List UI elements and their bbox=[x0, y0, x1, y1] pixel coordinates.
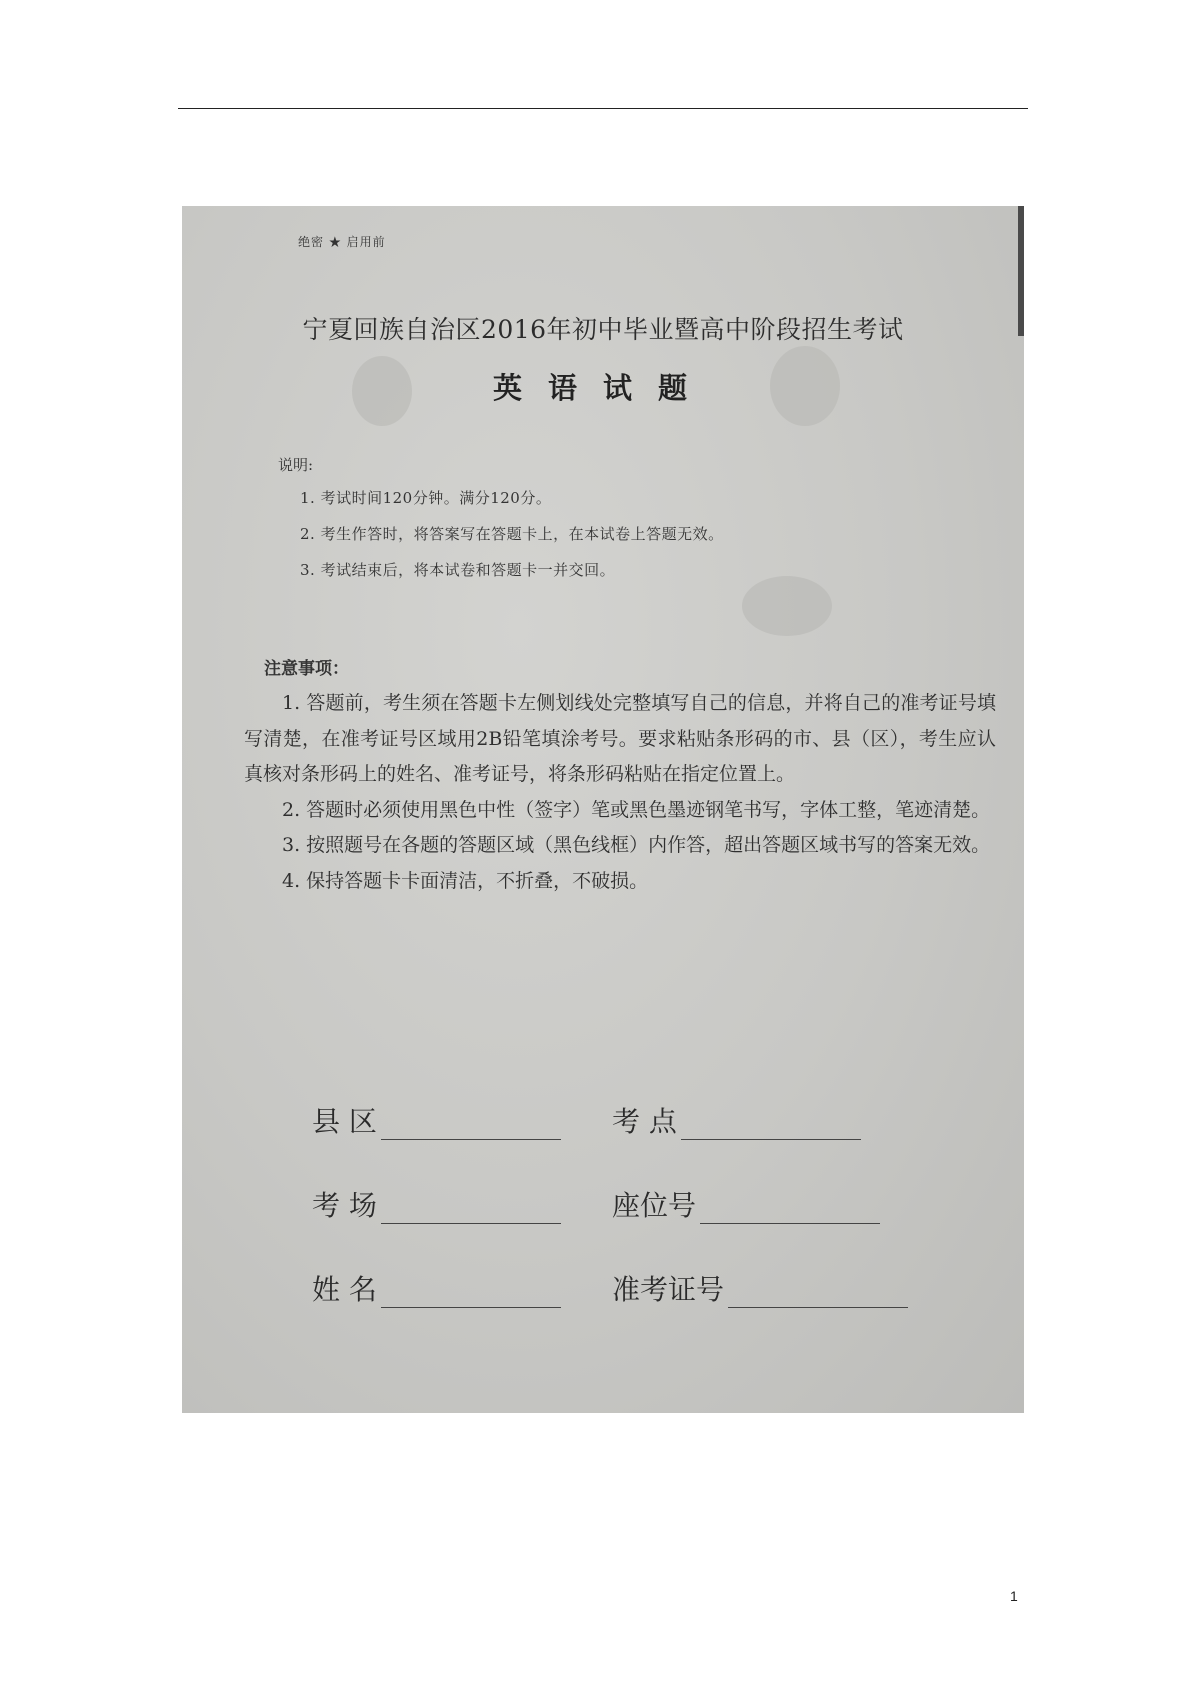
field-row bbox=[312, 1268, 952, 1352]
note-item: 3. 按照题号在各题的答题区域（黑色线框）内作答，超出答题区域书写的答案无效。 bbox=[282, 834, 991, 856]
exam-title: 宁夏回族自治区2016年初中毕业暨高中阶段招生考试 bbox=[302, 315, 904, 344]
notes-list bbox=[244, 686, 996, 899]
instruction-item: 1. 考试时间120分钟。满分120分。 bbox=[300, 489, 552, 507]
admission-number-field[interactable] bbox=[612, 1268, 908, 1308]
exam-cover-photo bbox=[182, 206, 1024, 1413]
exam-room-blank[interactable] bbox=[381, 1193, 561, 1224]
field-row bbox=[312, 1100, 952, 1184]
name-blank[interactable] bbox=[381, 1277, 561, 1308]
note-item: 1. 答题前，考生须在答题卡左侧划线处完整填写自己的信息，并将自己的准考证号填写清楚，在准考证号区域用2B铅笔填涂考号。要求粘贴条形码的市、县（区），考生应认真核对条形码上的姓名、准考证号，将条形码粘贴在指定位置上。 bbox=[244, 692, 996, 785]
exam-room-field[interactable] bbox=[312, 1184, 561, 1224]
county-blank[interactable] bbox=[381, 1109, 561, 1140]
name-field[interactable] bbox=[312, 1268, 561, 1308]
page-number: 1 bbox=[1010, 1588, 1018, 1604]
exam-site-blank[interactable] bbox=[681, 1109, 861, 1140]
seat-number-blank[interactable] bbox=[700, 1193, 880, 1224]
county-label: 县 区 bbox=[312, 1105, 377, 1138]
exam-site-field[interactable] bbox=[612, 1100, 861, 1140]
classification-label: 绝密 ★ 启用前 bbox=[298, 235, 386, 249]
seat-number-label: 座位号 bbox=[612, 1189, 697, 1222]
instruction-item: 3. 考试结束后，将本试卷和答题卡一并交回。 bbox=[300, 561, 616, 579]
note-item: 2. 答题时必须使用黑色中性（签字）笔或黑色墨迹钢笔书写，字体工整，笔迹清楚。 bbox=[282, 798, 991, 821]
instruction-item: 2. 考生作答时，将答案写在答题卡上，在本试卷上答题无效。 bbox=[300, 525, 724, 543]
instructions-heading: 说明: bbox=[278, 456, 314, 474]
name-label: 姓 名 bbox=[312, 1273, 377, 1306]
exam-room-label: 考 场 bbox=[312, 1189, 377, 1222]
instructions-list bbox=[300, 487, 724, 595]
county-field[interactable] bbox=[312, 1100, 561, 1140]
admission-number-blank[interactable] bbox=[728, 1277, 908, 1308]
exam-site-label: 考 点 bbox=[612, 1105, 677, 1138]
candidate-info-fields bbox=[312, 1100, 952, 1352]
note-item: 4. 保持答题卡卡面清洁，不折叠，不破损。 bbox=[282, 869, 649, 892]
bleed-through-shape bbox=[742, 576, 832, 636]
field-row bbox=[312, 1184, 952, 1268]
subject-title: 英语试题 bbox=[492, 371, 713, 405]
admission-number-label: 准考证号 bbox=[612, 1273, 725, 1306]
notes-heading: 注意事项： bbox=[264, 659, 349, 679]
header-rule bbox=[178, 108, 1028, 109]
seat-number-field[interactable] bbox=[612, 1184, 880, 1224]
